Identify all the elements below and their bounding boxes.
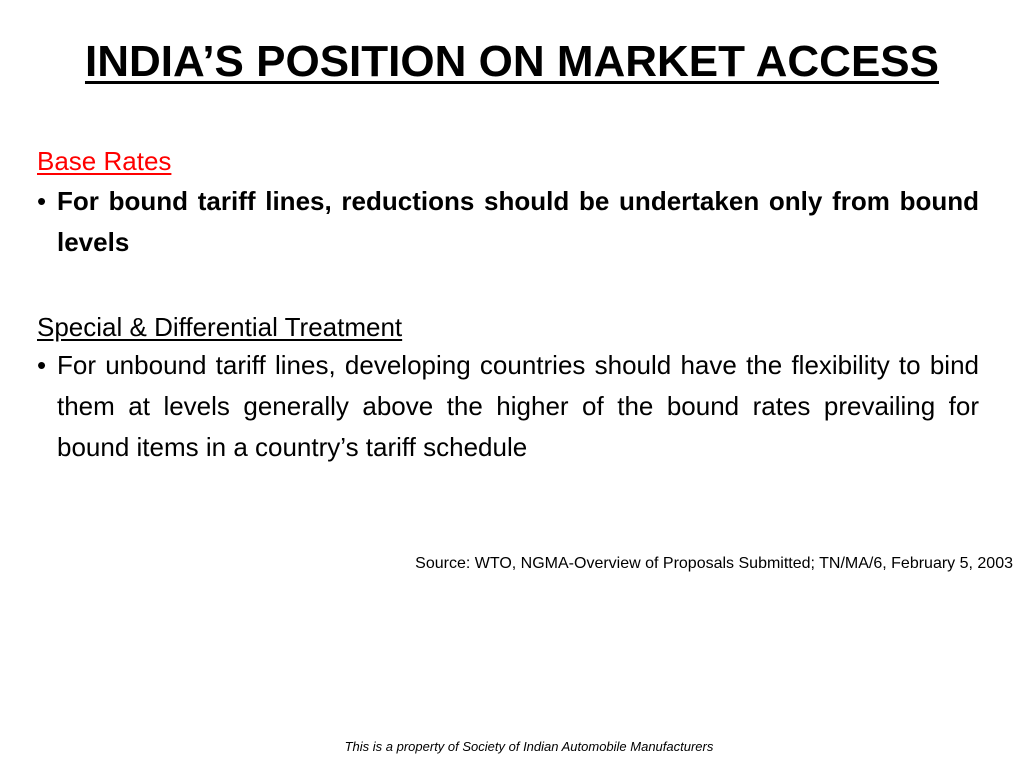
slide-content bbox=[37, 145, 979, 468]
base-rates-heading: Base Rates bbox=[37, 146, 172, 176]
source-citation: Source: WTO, NGMA-Overview of Proposals Submitted; TN/MA/6, February 5, 2003 bbox=[415, 555, 1013, 572]
special-differential-treatment-heading: Special & Differential Treatment bbox=[37, 312, 403, 342]
base-rates-section bbox=[37, 145, 979, 263]
special-differential-treatment-section bbox=[37, 311, 979, 468]
special-differential-treatment-bullet bbox=[37, 345, 979, 468]
base-rates-bullet bbox=[37, 181, 979, 263]
slide-title-text: INDIA’S POSITION ON MARKET ACCESS bbox=[84, 37, 939, 86]
base-rates-bullet-text: For bound tariff lines, reductions should be undertaken only from bound levels bbox=[57, 186, 979, 257]
slide-title bbox=[0, 36, 1024, 88]
special-differential-treatment-bullet-text: For unbound tariff lines, developing countries should have the flexibility to bind them at levels generally above the higher of the bound rates prevailing for bound items in a country’s tariff schedule bbox=[57, 350, 979, 462]
footer-note: This is a property of Society of Indian Automobile Manufacturers bbox=[344, 739, 714, 754]
bullet-icon: • bbox=[37, 350, 47, 380]
bullet-icon: • bbox=[37, 186, 47, 216]
